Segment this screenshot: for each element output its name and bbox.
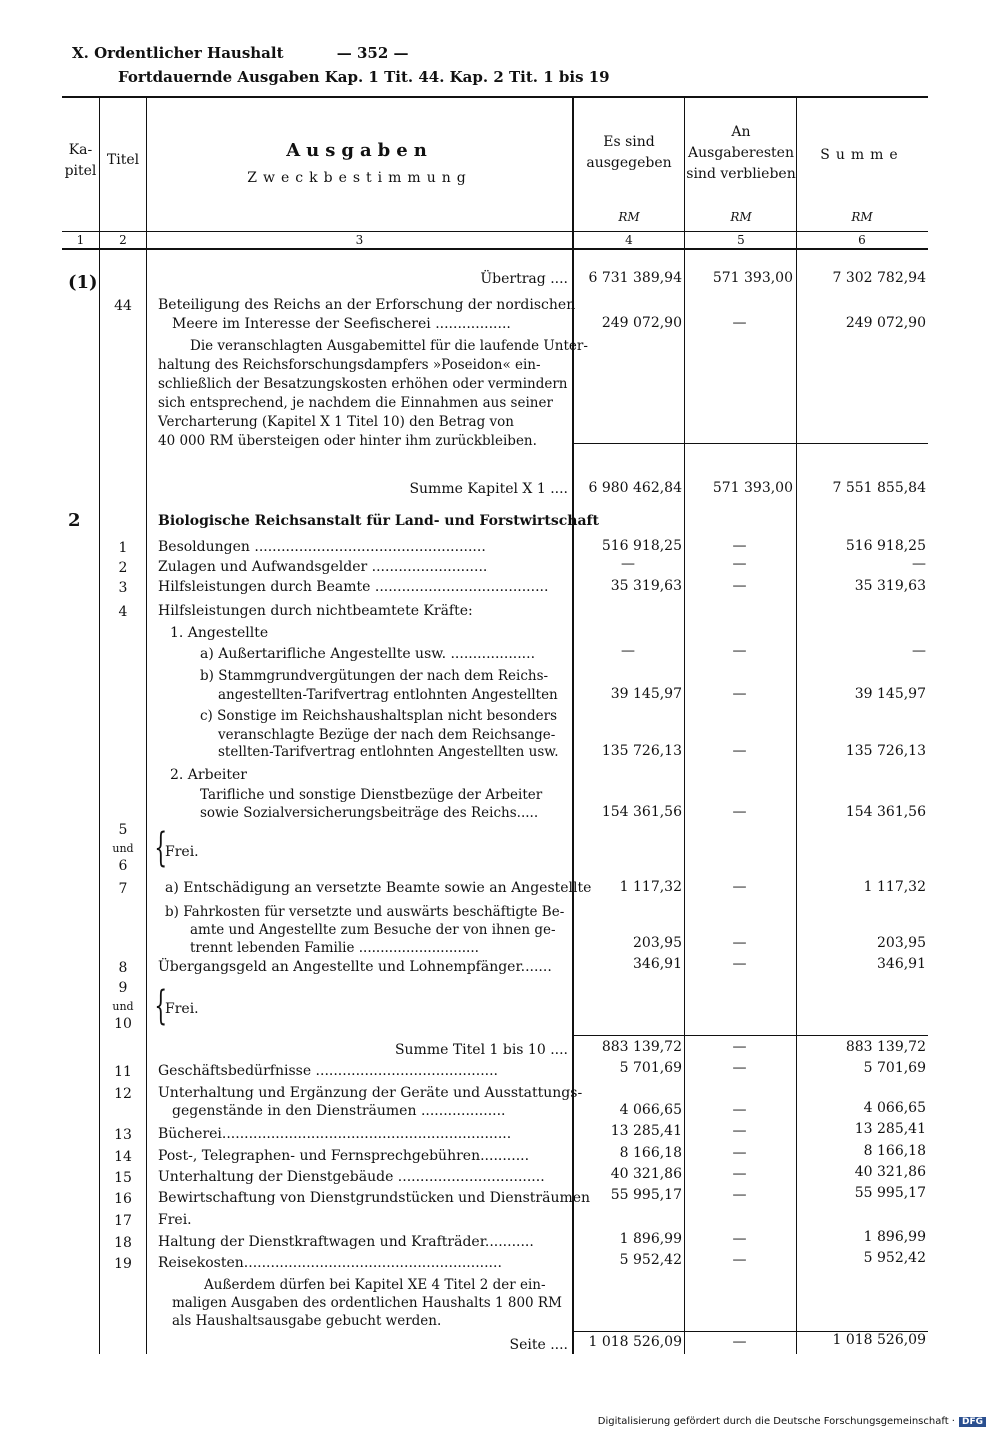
amount: 1 018 526,09 — [832, 1332, 926, 1348]
amount: — — [732, 1060, 747, 1076]
table-row: Geschäftsbedürfnisse ......................................... — [158, 1063, 499, 1079]
col-kapitel: Ka- pitel — [64, 142, 97, 179]
sum-rule — [574, 1035, 928, 1036]
titel-number: 16 — [114, 1191, 132, 1207]
col-number: 6 — [858, 233, 866, 247]
col-number: 4 — [625, 233, 633, 247]
page-total-label: Seite .... — [509, 1337, 568, 1353]
amount: 346,91 — [877, 956, 926, 972]
note-line: schließlich der Besatzungskosten erhöhen oder vermindern — [158, 376, 568, 392]
table-row: Hilfsleistungen durch nichtbeamtete Kräfte: — [158, 603, 473, 619]
amount: — — [732, 1231, 747, 1247]
table-row: Unterhaltung und Ergänzung der Geräte und Ausstattungs- — [158, 1085, 583, 1101]
brace: { — [154, 825, 168, 871]
amount: 346,91 — [633, 956, 682, 972]
titel-number: 14 — [114, 1149, 132, 1165]
table-row: Tarifliche und sonstige Dienstbezüge der Arbeiter — [200, 787, 543, 803]
table-row: veranschlagte Bezüge der nach dem Reichsange- — [218, 727, 556, 743]
amount: 7 551 855,84 — [832, 480, 926, 496]
section-title: X. Ordentlicher Haushalt — [72, 44, 284, 62]
col-number: 5 — [737, 233, 745, 247]
amount: 516 918,25 — [601, 538, 682, 554]
amount: 7 302 782,94 — [832, 270, 926, 286]
amount: 35 319,63 — [854, 578, 926, 594]
table-row: trennt lebenden Familie ............................ — [190, 940, 479, 956]
table-row: Hilfsleistungen durch Beamte ....................................... — [158, 579, 549, 595]
dfg-logo: DFG — [959, 1417, 986, 1427]
digitization-credit — [598, 1416, 986, 1427]
unit-label: RM — [618, 210, 640, 224]
amount: — — [732, 879, 747, 895]
table-row: Reisekosten.......................................................... — [158, 1255, 502, 1271]
table-row: angestellten-Tarifvertrag entlohnten Angestellten — [218, 687, 558, 703]
amount: 135 726,13 — [845, 743, 926, 759]
amount: 1 018 526,09 — [588, 1334, 682, 1350]
amount: — — [732, 743, 747, 759]
amount: 154 361,56 — [845, 804, 926, 820]
amount: 571 393,00 — [712, 480, 793, 496]
col-divider — [684, 98, 685, 1354]
subheading: 1. Angestellte — [170, 625, 269, 641]
titel-number: 8 — [118, 960, 128, 976]
amount: — — [732, 935, 747, 951]
titel-number: 3 — [118, 580, 128, 596]
titel-number: 6 — [118, 858, 128, 874]
titel-number: 15 — [114, 1170, 132, 1186]
table-row: Besoldungen .................................................... — [158, 539, 486, 555]
amount: — — [732, 1187, 747, 1203]
titel-number: 44 — [114, 298, 132, 314]
col-number: 1 — [76, 233, 85, 247]
note-line: sich entsprechend, je nachdem die Einnahmen aus seiner — [158, 395, 553, 411]
amount: 135 726,13 — [601, 743, 682, 759]
titel-number: 17 — [114, 1213, 132, 1229]
table-row: a) Entschädigung an versetzte Beamte sowie an Angestellte — [165, 880, 592, 896]
amount: — — [732, 956, 747, 972]
col-divider — [99, 98, 100, 1354]
kapitel-title: Biologische Reichsanstalt für Land- und Forstwirtschaft — [158, 513, 600, 529]
note-line: haltung des Reichsforschungsdampfers »Poseidon« ein- — [158, 357, 541, 373]
amount: 35 319,63 — [610, 578, 682, 594]
table-row: c) Sonstige im Reichshaushaltsplan nicht besonders — [200, 708, 557, 724]
amount: 55 995,17 — [610, 1187, 682, 1203]
note-line: maligen Ausgaben des ordentlichen Haushalts 1 800 RM — [172, 1295, 562, 1311]
amount: 203,95 — [633, 935, 682, 951]
sum-label: Summe Kapitel X 1 .... — [409, 481, 568, 497]
amount: 249 072,90 — [601, 315, 682, 331]
table-row: sowie Sozialversicherungsbeiträge des Reichs..... — [200, 805, 539, 821]
amount: 1 117,32 — [619, 879, 682, 895]
note-line: als Haushaltsausgabe gebucht werden. — [172, 1313, 442, 1329]
titel-number: 19 — [114, 1256, 132, 1272]
amount: — — [732, 1252, 747, 1268]
brace: { — [154, 983, 168, 1029]
col-zweck: Zweckbestimmung — [247, 170, 472, 186]
amount: 5 701,69 — [619, 1060, 682, 1076]
titel-number: 7 — [118, 881, 128, 897]
table-row: Bücherei................................................................. — [158, 1126, 512, 1142]
amount: 1 896,99 — [619, 1231, 682, 1247]
titel-number: 10 — [114, 1016, 132, 1032]
amount: — — [732, 804, 747, 820]
amount: — — [732, 1145, 747, 1161]
col-divider — [146, 98, 147, 1354]
amount: 5 952,42 — [619, 1252, 682, 1268]
amount: 5 701,69 — [863, 1060, 926, 1076]
col-ausgaben: Ausgaben — [286, 140, 433, 161]
table-row: Übergangsgeld an Angestellte und Lohnempfänger....... — [158, 959, 552, 975]
amount: — — [621, 556, 635, 572]
col-number: 3 — [355, 233, 364, 247]
table-row: Haltung der Dienstkraftwagen und Krafträder........... — [158, 1234, 534, 1250]
table-row: b) Fahrkosten für versetzte und auswärts beschäftigte Be- — [165, 904, 565, 920]
table-row: Zulagen und Aufwandsgelder .......................... — [158, 559, 488, 575]
table-row: Bewirtschaftung von Dienstgrundstücken und Diensträumen — [158, 1190, 591, 1206]
table-row: Frei. — [158, 1212, 192, 1228]
table-row: b) Stammgrundvergütungen der nach dem Reichs- — [200, 668, 549, 684]
amount: 6 731 389,94 — [588, 270, 682, 286]
note-line: Die veranschlagten Ausgabemittel für die laufende Unter- — [190, 338, 588, 354]
table-top-rule — [62, 96, 928, 98]
col-summe: Summe — [820, 147, 904, 163]
titel-number: 11 — [114, 1064, 132, 1080]
note-line: 40 000 RM übersteigen oder hinter ihm zurückbleiben. — [158, 433, 537, 449]
kapitel-label: 2 — [68, 510, 81, 531]
amount: — — [732, 1123, 747, 1139]
amount: — — [732, 315, 747, 331]
colnum-rule — [62, 248, 928, 250]
amount: — — [732, 643, 747, 659]
amount: — — [732, 1334, 747, 1350]
unit-label: RM — [730, 210, 752, 224]
amount: 13 285,41 — [854, 1121, 926, 1137]
amount: 40 321,86 — [610, 1166, 682, 1182]
amount: 39 145,97 — [854, 686, 926, 702]
titel-number: 18 — [114, 1235, 132, 1251]
amount: — — [732, 538, 747, 554]
amount: 8 166,18 — [619, 1145, 682, 1161]
amount: — — [732, 686, 747, 702]
table-row: gegenstände in den Diensträumen ................... — [172, 1103, 506, 1119]
amount: 4 066,65 — [619, 1102, 682, 1118]
amount: 8 166,18 — [863, 1143, 926, 1159]
titel-und: und — [112, 842, 134, 855]
unit-label: RM — [851, 210, 873, 224]
page-header — [72, 44, 409, 62]
amount: — — [732, 556, 747, 572]
amount: — — [732, 1039, 747, 1055]
table-row: amte und Angestellte zum Besuche der von ihnen ge- — [190, 922, 556, 938]
amount: 40 321,86 — [854, 1164, 926, 1180]
sum-label: Summe Titel 1 bis 10 .... — [394, 1042, 568, 1058]
kapitel-label: (1) — [68, 272, 98, 293]
col-titel: Titel — [106, 152, 140, 168]
note-line: Vercharterung (Kapitel X 1 Titel 10) den Betrag von — [158, 414, 514, 430]
amount: 883 139,72 — [845, 1039, 926, 1055]
amount: 249 072,90 — [845, 315, 926, 331]
note-line: Außerdem dürfen bei Kapitel XE 4 Titel 2 der ein- — [204, 1277, 546, 1293]
table-row: Unterhaltung der Dienstgebäude ................................. — [158, 1169, 545, 1185]
table-row: Frei. — [165, 844, 199, 860]
credit-text: Digitalisierung gefördert durch die Deutsche Forschungsgemeinschaft · — [597, 1416, 955, 1427]
table-row: Meere im Interesse der Seefischerei ................. — [172, 316, 511, 332]
table-row: stellten-Tarifvertrag entlohnten Angestellten usw. — [218, 744, 559, 760]
table-row: a) Außertarifliche Angestellte usw. ................... — [200, 646, 536, 662]
amount: 1 896,99 — [863, 1229, 926, 1245]
amount: 883 139,72 — [601, 1039, 682, 1055]
titel-number: 9 — [118, 980, 128, 996]
amount: — — [621, 643, 635, 659]
amount: — — [732, 1102, 747, 1118]
amount: 5 952,42 — [863, 1250, 926, 1266]
amount: 1 117,32 — [863, 879, 926, 895]
subheading: 2. Arbeiter — [170, 767, 247, 783]
amount: 55 995,17 — [854, 1185, 926, 1201]
titel-und: und — [112, 1000, 134, 1013]
page-number: — 352 — — [336, 44, 409, 62]
uebertrag-label: Übertrag .... — [480, 271, 568, 287]
col-divider — [796, 98, 797, 1354]
col-number: 2 — [119, 233, 127, 247]
titel-number: 12 — [114, 1086, 132, 1102]
amount: — — [732, 578, 747, 594]
header-rule — [62, 231, 928, 232]
amount: 203,95 — [877, 935, 926, 951]
amount: — — [912, 556, 926, 572]
amount: 154 361,56 — [601, 804, 682, 820]
amount: 516 918,25 — [845, 538, 926, 554]
table-row: Frei. — [165, 1001, 199, 1017]
col-ausgegeben: Es sind ausgegeben — [586, 134, 672, 171]
amount: 13 285,41 — [610, 1123, 682, 1139]
table-row: Beteiligung des Reichs an der Erforschung der nordischen — [158, 297, 576, 313]
titel-number: 1 — [118, 540, 128, 556]
amount: — — [732, 1166, 747, 1182]
col-ausgabereste: An Ausgaberesten sind verblieben — [686, 124, 796, 182]
amount: 571 393,00 — [712, 270, 793, 286]
amount: 39 145,97 — [610, 686, 682, 702]
titel-number: 2 — [118, 560, 128, 576]
amount: — — [912, 643, 926, 659]
titel-number: 4 — [118, 604, 128, 620]
sum-rule — [574, 443, 928, 444]
table-row: Post-, Telegraphen- und Fernsprechgebühren........... — [158, 1148, 530, 1164]
page-subtitle: Fortdauernde Ausgaben Kap. 1 Tit. 44. Kap. 2 Tit. 1 bis 19 — [118, 68, 610, 86]
titel-number: 5 — [118, 822, 128, 838]
amount: 4 066,65 — [863, 1100, 926, 1116]
titel-number: 13 — [114, 1127, 132, 1143]
amount: 6 980 462,84 — [588, 480, 682, 496]
